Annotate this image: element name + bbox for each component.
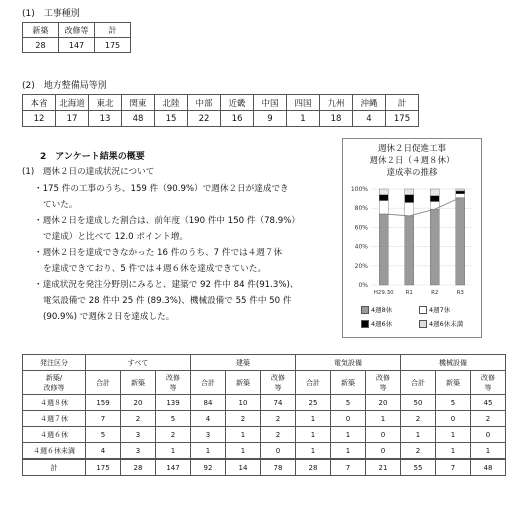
table-cell: 中国 bbox=[254, 95, 287, 111]
table-header: 改修 等 bbox=[366, 371, 401, 395]
bar-segment bbox=[405, 189, 414, 195]
bar-segment bbox=[405, 216, 414, 285]
table-header: 新築 bbox=[436, 371, 471, 395]
table-cell: 2 bbox=[401, 443, 436, 460]
x-tick-label: H29.30 bbox=[373, 290, 394, 296]
construction-type-table bbox=[22, 22, 131, 53]
table-cell: 1 bbox=[191, 443, 226, 460]
table-cell: 7 bbox=[331, 459, 366, 476]
subsection-title: (1) 週休２日の達成状況について bbox=[22, 167, 155, 177]
table-cell: 近畿 bbox=[221, 95, 254, 111]
table-cell: 13 bbox=[89, 111, 122, 127]
bar-segment bbox=[379, 214, 388, 285]
table-header: 合計 bbox=[296, 371, 331, 395]
bar-segment bbox=[456, 191, 465, 194]
table-cell: 1 bbox=[436, 443, 471, 460]
table-cell: 175 bbox=[386, 111, 419, 127]
table-cell: 2 bbox=[401, 411, 436, 427]
row-label: ４週６休未満 bbox=[23, 443, 86, 460]
row-label: 計 bbox=[23, 459, 86, 476]
table-cell: 159 bbox=[86, 395, 121, 411]
table-cell: 1 bbox=[471, 443, 506, 460]
table-cell: 関東 bbox=[122, 95, 155, 111]
table-header: 発注区分 bbox=[23, 355, 86, 371]
table-header: 電気設備 bbox=[296, 355, 401, 371]
table-cell: 3 bbox=[121, 443, 156, 460]
table-cell: 0 bbox=[366, 427, 401, 443]
category-breakdown-table bbox=[22, 354, 506, 476]
table-header: 新築/ 改修等 bbox=[23, 371, 86, 395]
y-tick-label: 100% bbox=[350, 186, 368, 193]
table-header: 改修 等 bbox=[471, 371, 506, 395]
bar-segment bbox=[379, 195, 388, 201]
legend-item: 4週8休 bbox=[361, 305, 392, 314]
bar-segment bbox=[405, 195, 414, 203]
table-cell: 74 bbox=[261, 395, 296, 411]
row-label: ４週７休 bbox=[23, 411, 86, 427]
x-tick-label: R1 bbox=[405, 290, 413, 296]
bar-segment bbox=[456, 194, 465, 198]
table-cell: 50 bbox=[401, 395, 436, 411]
table-cell: 175 bbox=[86, 459, 121, 476]
y-tick-label: 80% bbox=[354, 205, 368, 213]
table-cell: 1 bbox=[331, 427, 366, 443]
y-tick-label: 20% bbox=[354, 262, 368, 270]
y-tick-label: 60% bbox=[354, 224, 368, 232]
table-cell: 四国 bbox=[287, 95, 320, 111]
table-cell: 20 bbox=[366, 395, 401, 411]
table-cell: 計 bbox=[386, 95, 419, 111]
table-cell: 2 bbox=[471, 411, 506, 427]
table-cell: 1 bbox=[296, 411, 331, 427]
table-header: 合計 bbox=[401, 371, 436, 395]
table-cell: 1 bbox=[331, 443, 366, 460]
legend-item: 4週7休 bbox=[419, 305, 450, 314]
bar-segment bbox=[430, 196, 439, 202]
chart-title-line: 達成率の推移 bbox=[386, 168, 438, 178]
table-cell: 新築 bbox=[23, 23, 59, 38]
table-cell: 1 bbox=[401, 427, 436, 443]
bullet-item: ・週休２日を達成できなかった 16 件のうち、7 件では４週７休 を達成できており、5 件では４週６休を達成できていた。 bbox=[34, 248, 283, 274]
table-cell: 中部 bbox=[188, 95, 221, 111]
section1-title: (1) 工事種別 bbox=[22, 9, 80, 19]
table-cell: 0 bbox=[331, 411, 366, 427]
x-tick-label: R3 bbox=[456, 290, 464, 296]
table-header: 合計 bbox=[86, 371, 121, 395]
table-header: 新築 bbox=[121, 371, 156, 395]
table-cell: 17 bbox=[56, 111, 89, 127]
table-header: すべて bbox=[86, 355, 191, 371]
table-cell: 4 bbox=[191, 411, 226, 427]
table-header: 合計 bbox=[191, 371, 226, 395]
table-cell: 92 bbox=[191, 459, 226, 476]
table-cell: 計 bbox=[95, 23, 131, 38]
table-cell: 28 bbox=[296, 459, 331, 476]
table-cell: 0 bbox=[471, 427, 506, 443]
table-cell: 78 bbox=[261, 459, 296, 476]
bullet-item: ・週休２日を達成した割合は、前年度（190 件中 150 件（78.9%） で達成）と比べて 12.0 ポイント増。 bbox=[34, 216, 300, 242]
chart-plot bbox=[343, 185, 481, 305]
table-cell: 15 bbox=[155, 111, 188, 127]
bar-segment bbox=[456, 198, 465, 285]
table-cell: 4 bbox=[353, 111, 386, 127]
table-header: 改修 等 bbox=[156, 371, 191, 395]
bullet-list bbox=[34, 181, 344, 325]
table-cell: 3 bbox=[191, 427, 226, 443]
table-cell: 2 bbox=[226, 411, 261, 427]
section2-title: (2) 地方整備局等別 bbox=[22, 81, 107, 91]
table-cell: 14 bbox=[226, 459, 261, 476]
table-cell: 21 bbox=[366, 459, 401, 476]
table-cell: 2 bbox=[261, 411, 296, 427]
table-cell: 北海道 bbox=[56, 95, 89, 111]
bar-segment bbox=[379, 189, 388, 195]
legend-item: 4週6休 bbox=[361, 319, 392, 328]
bar-segment bbox=[430, 209, 439, 285]
table-cell: 139 bbox=[156, 395, 191, 411]
bullet-item: ・175 件の工事のうち、159 件（90.9%）で週休２日が達成でき ていた。 bbox=[34, 184, 289, 210]
bar-segment bbox=[456, 189, 465, 191]
table-header: 新築 bbox=[226, 371, 261, 395]
y-tick-label: 0% bbox=[358, 282, 368, 289]
table-cell: 東北 bbox=[89, 95, 122, 111]
table-cell: 18 bbox=[320, 111, 353, 127]
bar-segment bbox=[430, 189, 439, 196]
table-cell: 2 bbox=[121, 411, 156, 427]
table-cell: 7 bbox=[436, 459, 471, 476]
table-cell: 12 bbox=[23, 111, 56, 127]
table-cell: 1 bbox=[226, 443, 261, 460]
row-label: ４週６休 bbox=[23, 427, 86, 443]
table-cell: 55 bbox=[401, 459, 436, 476]
table-cell: 45 bbox=[471, 395, 506, 411]
x-tick-label: R2 bbox=[431, 290, 439, 296]
bar-segment bbox=[405, 202, 414, 215]
section-heading: 2 アンケート結果の概要 bbox=[40, 152, 145, 162]
row-label: ４週８休 bbox=[23, 395, 86, 411]
table-cell: 1 bbox=[287, 111, 320, 127]
table-cell: 1 bbox=[156, 443, 191, 460]
table-cell: 25 bbox=[296, 395, 331, 411]
table-cell: 4 bbox=[86, 443, 121, 460]
regional-bureau-table bbox=[22, 94, 419, 127]
table-cell: 5 bbox=[86, 427, 121, 443]
table-cell: 3 bbox=[121, 427, 156, 443]
table-cell: 1 bbox=[296, 427, 331, 443]
legend-item: 4週6休未満 bbox=[419, 319, 463, 328]
table-cell: 2 bbox=[261, 427, 296, 443]
table-cell: 2 bbox=[156, 427, 191, 443]
table-cell: 175 bbox=[95, 38, 131, 53]
table-row bbox=[23, 427, 506, 443]
table-cell: 22 bbox=[188, 111, 221, 127]
table-cell: 48 bbox=[471, 459, 506, 476]
bullet-item: ・達成状況を発注分野別にみると、建築で 92 件中 84 件(91.3%)、 電気設備で 28 件中 25 件 (89.3%)、機械設備で 55 件中 50 件 (90.9%) で週休２日を達成した。 bbox=[34, 280, 299, 322]
table-cell: 改修等 bbox=[59, 23, 95, 38]
chart-title-line: 週休２日（４週８休） bbox=[369, 156, 455, 166]
table-cell: 九州 bbox=[320, 95, 353, 111]
table-row bbox=[23, 395, 506, 411]
table-cell: 48 bbox=[122, 111, 155, 127]
table-cell: 沖縄 bbox=[353, 95, 386, 111]
trend-line bbox=[384, 198, 461, 216]
table-header: 機械設備 bbox=[401, 355, 506, 371]
table-header: 改修 等 bbox=[261, 371, 296, 395]
table-cell: 147 bbox=[59, 38, 95, 53]
table-cell: 1 bbox=[226, 427, 261, 443]
y-tick-label: 40% bbox=[354, 243, 368, 251]
table-cell: 1 bbox=[436, 427, 471, 443]
table-cell: 0 bbox=[436, 411, 471, 427]
table-row bbox=[23, 443, 506, 460]
table-row bbox=[23, 411, 506, 427]
table-cell: 1 bbox=[296, 443, 331, 460]
table-row bbox=[23, 459, 506, 476]
table-cell: 5 bbox=[331, 395, 366, 411]
table-header: 建築 bbox=[191, 355, 296, 371]
table-cell: 28 bbox=[121, 459, 156, 476]
bar-segment bbox=[379, 201, 388, 214]
table-cell: 5 bbox=[156, 411, 191, 427]
table-cell: 本省 bbox=[23, 95, 56, 111]
table-cell: 北陸 bbox=[155, 95, 188, 111]
table-cell: 0 bbox=[366, 443, 401, 460]
table-cell: 1 bbox=[366, 411, 401, 427]
table-cell: 16 bbox=[221, 111, 254, 127]
table-cell: 7 bbox=[86, 411, 121, 427]
table-cell: 5 bbox=[436, 395, 471, 411]
table-cell: 147 bbox=[156, 459, 191, 476]
table-header: 新築 bbox=[331, 371, 366, 395]
table-cell: 0 bbox=[261, 443, 296, 460]
table-cell: 20 bbox=[121, 395, 156, 411]
table-cell: 10 bbox=[226, 395, 261, 411]
chart-title-line: 週休２日促進工事 bbox=[377, 144, 446, 154]
completion-rate-chart bbox=[342, 138, 482, 338]
table-cell: 9 bbox=[254, 111, 287, 127]
table-cell: 28 bbox=[23, 38, 59, 53]
table-cell: 84 bbox=[191, 395, 226, 411]
